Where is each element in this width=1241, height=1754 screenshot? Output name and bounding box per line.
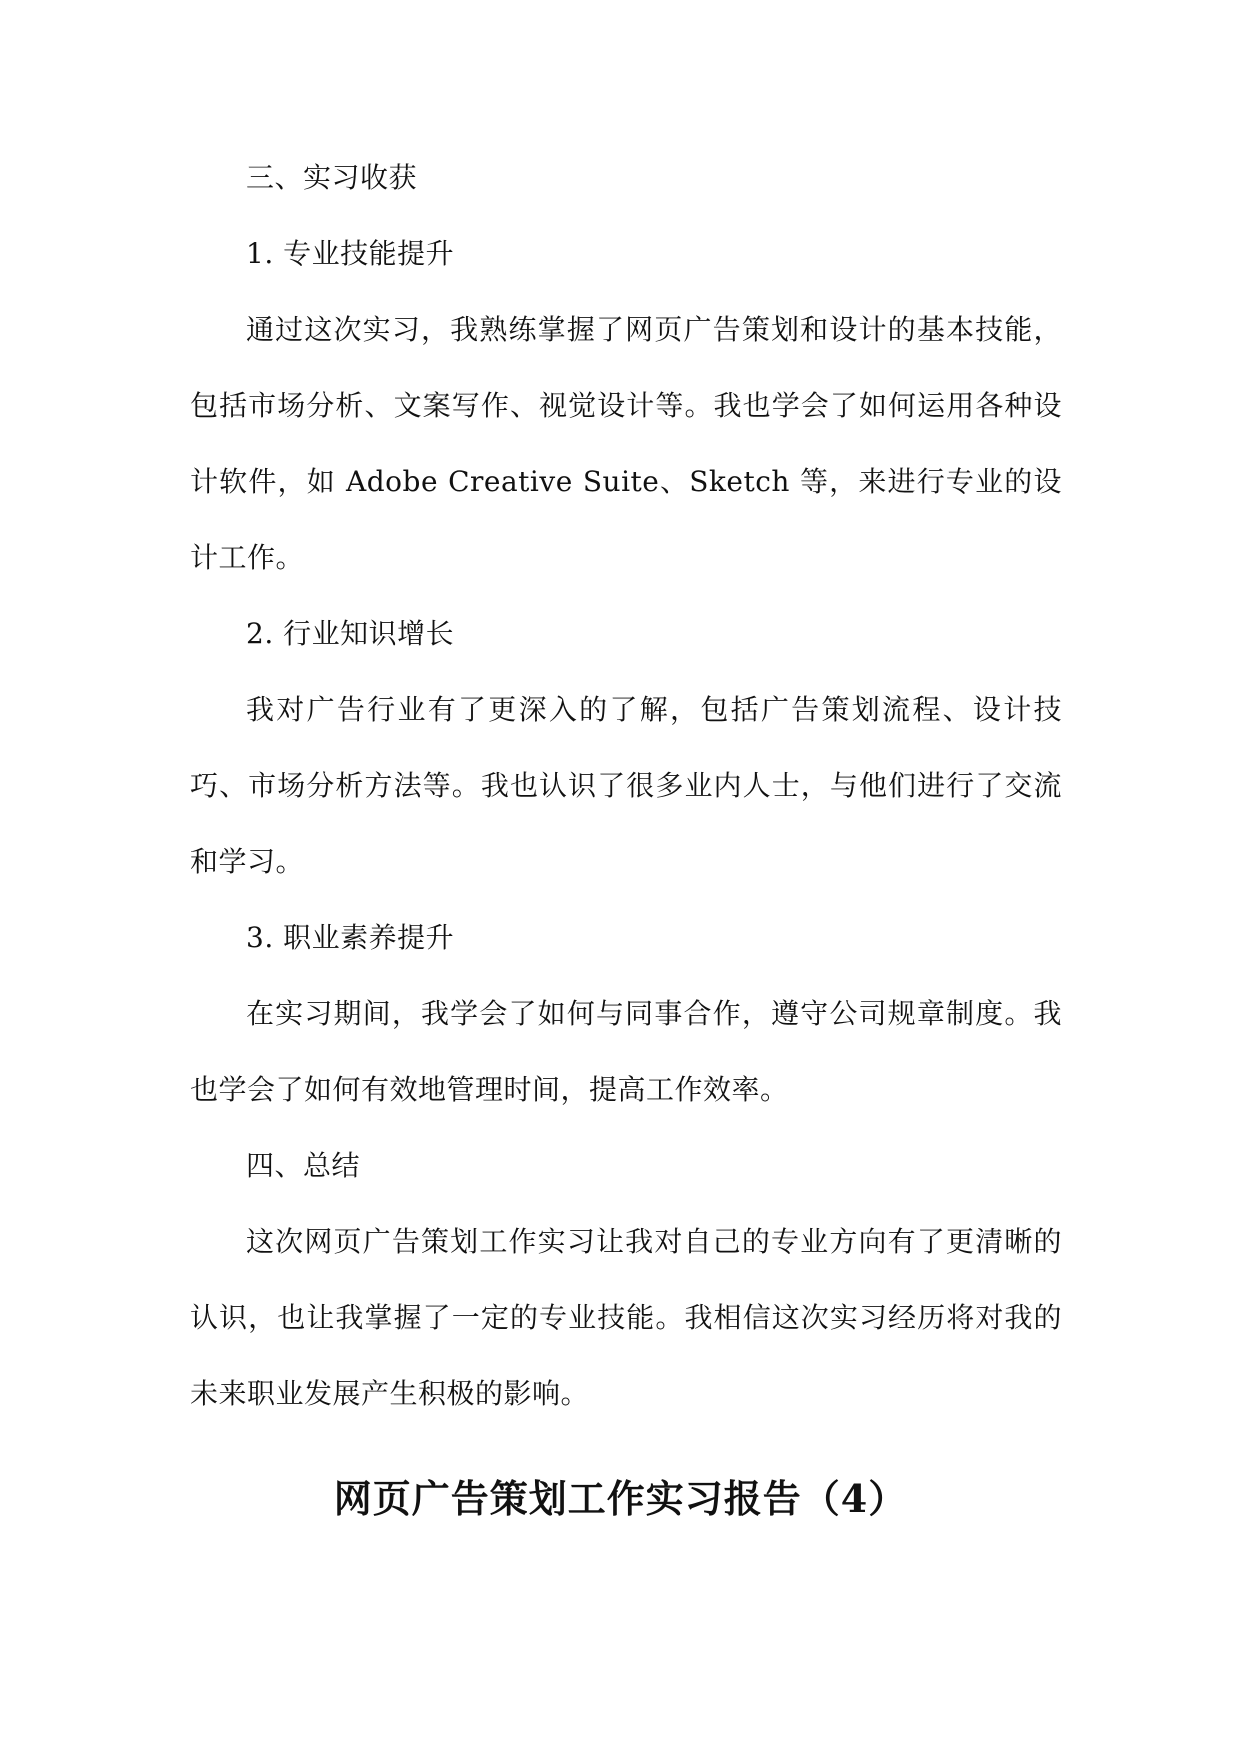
section-heading-harvest: 三、实习收获 (246, 161, 418, 194)
paragraph-summary: 这次网页广告策划工作实习让我对自己的专业方向有了更清晰的认识，也让我掌握了一定的专业技能。我相信这次实习经历将对我的未来职业发展产生积极的影响。 (190, 1225, 1062, 1410)
section-heading-summary: 四、总结 (246, 1149, 361, 1182)
subheading-professionalism: 3. 职业素养提升 (246, 921, 455, 954)
paragraph-professionalism: 在实习期间，我学会了如何与同事合作，遵守公司规章制度。我也学会了如何有效地管理时间，提高工作效率。 (190, 997, 1062, 1106)
report-title: 网页广告策划工作实习报告（4） (333, 1476, 908, 1521)
subheading-skills: 1. 专业技能提升 (246, 237, 455, 270)
subheading-industry-knowledge: 2. 行业知识增长 (246, 617, 455, 650)
paragraph-skills: 通过这次实习，我熟练掌握了网页广告策划和设计的基本技能，包括市场分析、文案写作、视觉设计等。我也学会了如何运用各种设计软件，如 Adobe Creative Suite、Sketch 等，来进行专业的设计工作。 (190, 313, 1062, 574)
paragraph-industry-knowledge: 我对广告行业有了更深入的了解，包括广告策划流程、设计技巧、市场分析方法等。我也认识了很多业内人士，与他们进行了交流和学习。 (190, 693, 1062, 878)
document-body (190, 140, 1062, 1432)
